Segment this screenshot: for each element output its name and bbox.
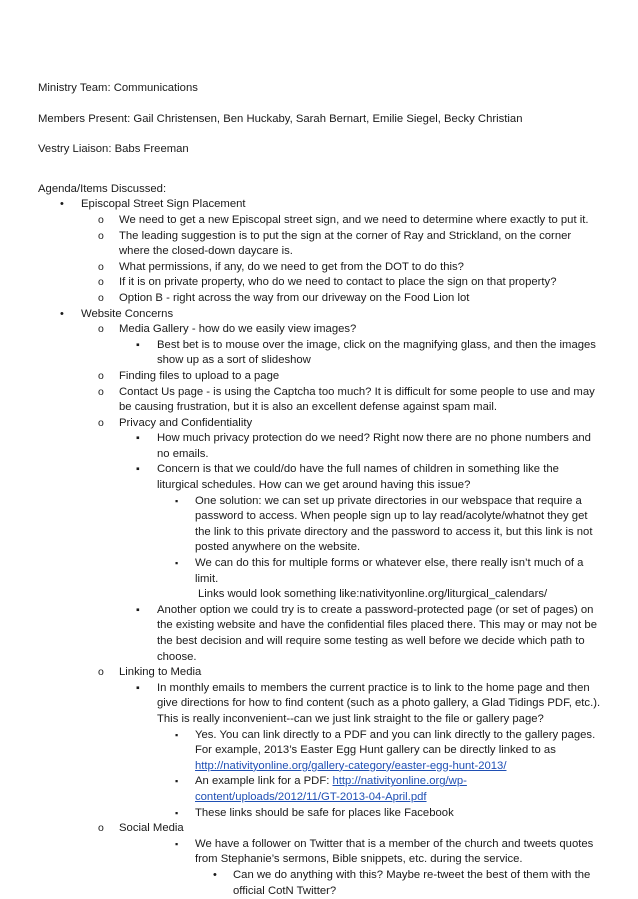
list-item bbox=[157, 774, 603, 805]
list-item bbox=[81, 229, 603, 260]
list-item-text: How much privacy protection do we need? Right now there are no phone numbers and no emails. bbox=[157, 432, 591, 460]
bullet-square-icon: ▪ bbox=[136, 681, 140, 694]
list-item-text: Contact Us page - is using the Captcha too much? It is difficult for some people to use and may be causing frustration, but it is also an excellent defense against spam mail. bbox=[119, 385, 595, 414]
bullet-small-square-icon: ▪ bbox=[175, 558, 179, 569]
bullet-circle-icon: o bbox=[98, 260, 104, 273]
social-media-item bbox=[81, 821, 603, 899]
list-item-text: Finding files to upload to a page bbox=[119, 369, 280, 382]
list-item bbox=[157, 806, 603, 822]
list-item bbox=[81, 291, 603, 307]
linking-media-item bbox=[81, 665, 603, 821]
bullet-small-square-icon: ▪ bbox=[175, 729, 179, 740]
list-item bbox=[195, 868, 603, 899]
easter-egg-gallery-link[interactable]: http://nativityonline.org/gallery-category/easter-egg-hunt-2013/ bbox=[195, 759, 507, 772]
list-item-text: Social Media bbox=[119, 822, 184, 835]
pdf-example-link[interactable]: http://nativityonline.org/wp-content/uploads/2012/11/GT-2013-04-April.pdf bbox=[195, 775, 467, 803]
linking-sublist bbox=[119, 681, 603, 821]
media-gallery-sublist bbox=[119, 338, 603, 369]
list-item-text: Another option we could try is to create a password-protected page (or set of pages) on the existing website and have the confidential files placed there. This may or may not be the best decision and will require some testing as well before we decide which path to choose. bbox=[157, 603, 597, 663]
list-item-text: What permissions, if any, do we need to get from the DOT to do this? bbox=[119, 260, 464, 273]
bullet-circle-icon: o bbox=[98, 369, 104, 382]
ministry-team-line: Ministry Team: Communications bbox=[38, 82, 198, 94]
list-item-text: Yes. You can link directly to a PDF and you can link directly to the gallery pages. For example, 2013’s Easter Egg Hunt gallery can be directly linked to as bbox=[195, 728, 596, 757]
bullet-square-icon: ▪ bbox=[136, 603, 140, 616]
website-sublist bbox=[81, 322, 603, 899]
privacy-sublist bbox=[119, 431, 603, 665]
list-item bbox=[119, 603, 603, 665]
vestry-liaison-line: Vestry Liaison: Babs Freeman bbox=[38, 143, 189, 156]
privacy-solutions-sublist bbox=[157, 494, 603, 603]
list-item-text: We can do this for multiple forms or whatever else, there really isn’t much of a limit. bbox=[195, 557, 584, 585]
list-item-text: An example link for a PDF: bbox=[195, 775, 333, 788]
list-item bbox=[119, 431, 603, 462]
list-item bbox=[157, 837, 603, 899]
bullet-square-icon: ▪ bbox=[136, 463, 140, 476]
agenda-heading: Agenda/Items Discussed: bbox=[38, 182, 167, 195]
bullet-circle-icon: o bbox=[98, 822, 104, 835]
bullet-circle-icon: o bbox=[98, 385, 104, 398]
members-present-line: Members Present: Gail Christensen, Ben Huckaby, Sarah Bernart, Emilie Siegel, Becky Christian bbox=[38, 112, 523, 125]
bullet-small-square-icon: ▪ bbox=[175, 776, 179, 787]
list-item-text: Concern is that we could/do have the full names of children in something like the liturgical schedules. How can we get around having this issue? bbox=[157, 463, 559, 492]
list-item-text: Option B - right across the way from our driveway on the Food Lion lot bbox=[119, 291, 470, 304]
bullet-small-square-icon: ▪ bbox=[175, 807, 179, 818]
list-item bbox=[81, 385, 603, 416]
list-item bbox=[157, 556, 603, 603]
bullet-square-icon: ▪ bbox=[136, 432, 140, 445]
list-item-text: Can we do anything with this? Maybe re-tweet the best of them with the official CotN Twitter? bbox=[233, 868, 591, 897]
list-item bbox=[81, 275, 603, 291]
list-item-text: We need to get a new Episcopal street sign, and we need to determine where exactly to put it. bbox=[119, 213, 589, 226]
list-item-text: In monthly emails to members the current practice is to link to the home page and then give directions for how to find content (such as a photo gallery, a Glad Tidings PDF, etc.). This is really inconvenient--can we just link straight to the file or gallery page? bbox=[157, 681, 601, 725]
list-item bbox=[81, 213, 603, 229]
media-gallery-item bbox=[81, 322, 603, 369]
agenda-list bbox=[38, 197, 603, 899]
list-item bbox=[81, 369, 603, 385]
list-item-text: The leading suggestion is to put the sign at the corner of Ray and Strickland, on the corner where the closed-down daycare is. bbox=[119, 229, 572, 258]
meeting-notes-document bbox=[38, 81, 603, 899]
agenda-item-title: Website Concerns bbox=[81, 307, 174, 320]
agenda-item-website bbox=[38, 307, 603, 899]
sign-sublist bbox=[81, 213, 603, 307]
bullet-circle-icon: o bbox=[98, 229, 104, 242]
example-link-note: Links would look something like:nativityonline.org/liturgical_calendars/ bbox=[198, 588, 548, 601]
bullet-circle-icon: o bbox=[98, 213, 104, 226]
bullet-circle-icon: o bbox=[98, 291, 104, 304]
list-item bbox=[119, 338, 603, 369]
bullet-disc-icon: • bbox=[60, 198, 64, 211]
list-item-text: Media Gallery - how do we easily view images? bbox=[119, 323, 357, 336]
list-item bbox=[157, 494, 603, 556]
list-item-text: We have a follower on Twitter that is a member of the church and tweets quotes from Stephanie’s sermons, Bible snippets, etc. during the service. bbox=[195, 837, 594, 866]
bullet-circle-icon: o bbox=[98, 323, 104, 336]
bullet-small-square-icon: ▪ bbox=[175, 838, 179, 849]
list-item-text: Linking to Media bbox=[119, 666, 202, 679]
bullet-circle-icon: o bbox=[98, 666, 104, 679]
agenda-item-street-sign bbox=[38, 197, 603, 306]
linking-answers-sublist bbox=[157, 728, 603, 822]
list-item-text: These links should be safe for places like Facebook bbox=[195, 806, 454, 819]
agenda-item-title: Episcopal Street Sign Placement bbox=[81, 198, 246, 211]
list-item bbox=[157, 728, 603, 775]
bullet-circle-icon: o bbox=[98, 276, 104, 289]
list-item-text: Privacy and Confidentiality bbox=[119, 416, 253, 429]
list-item-text: One solution: we can set up private directories in our webspace that require a password to access. When people sign up to lay read/acolyte/whatnot they get the link to this private directory and the password to access it, but this link is not posted anywhere on the website. bbox=[195, 494, 593, 554]
bullet-square-icon: ▪ bbox=[136, 338, 140, 351]
bullet-disc-icon: • bbox=[213, 868, 217, 881]
privacy-item bbox=[81, 416, 603, 666]
list-item-text: Best bet is to mouse over the image, click on the magnifying glass, and then the images show up as a sort of slideshow bbox=[157, 338, 596, 367]
social-question-sublist bbox=[195, 868, 603, 899]
social-sublist bbox=[119, 837, 603, 899]
bullet-small-square-icon: ▪ bbox=[175, 495, 179, 506]
bullet-disc-icon: • bbox=[60, 307, 64, 320]
bullet-circle-icon: o bbox=[98, 416, 104, 429]
list-item bbox=[81, 260, 603, 276]
list-item-text: If it is on private property, who do we need to contact to place the sign on that property? bbox=[119, 276, 557, 289]
list-item bbox=[119, 681, 603, 821]
list-item bbox=[119, 462, 603, 602]
